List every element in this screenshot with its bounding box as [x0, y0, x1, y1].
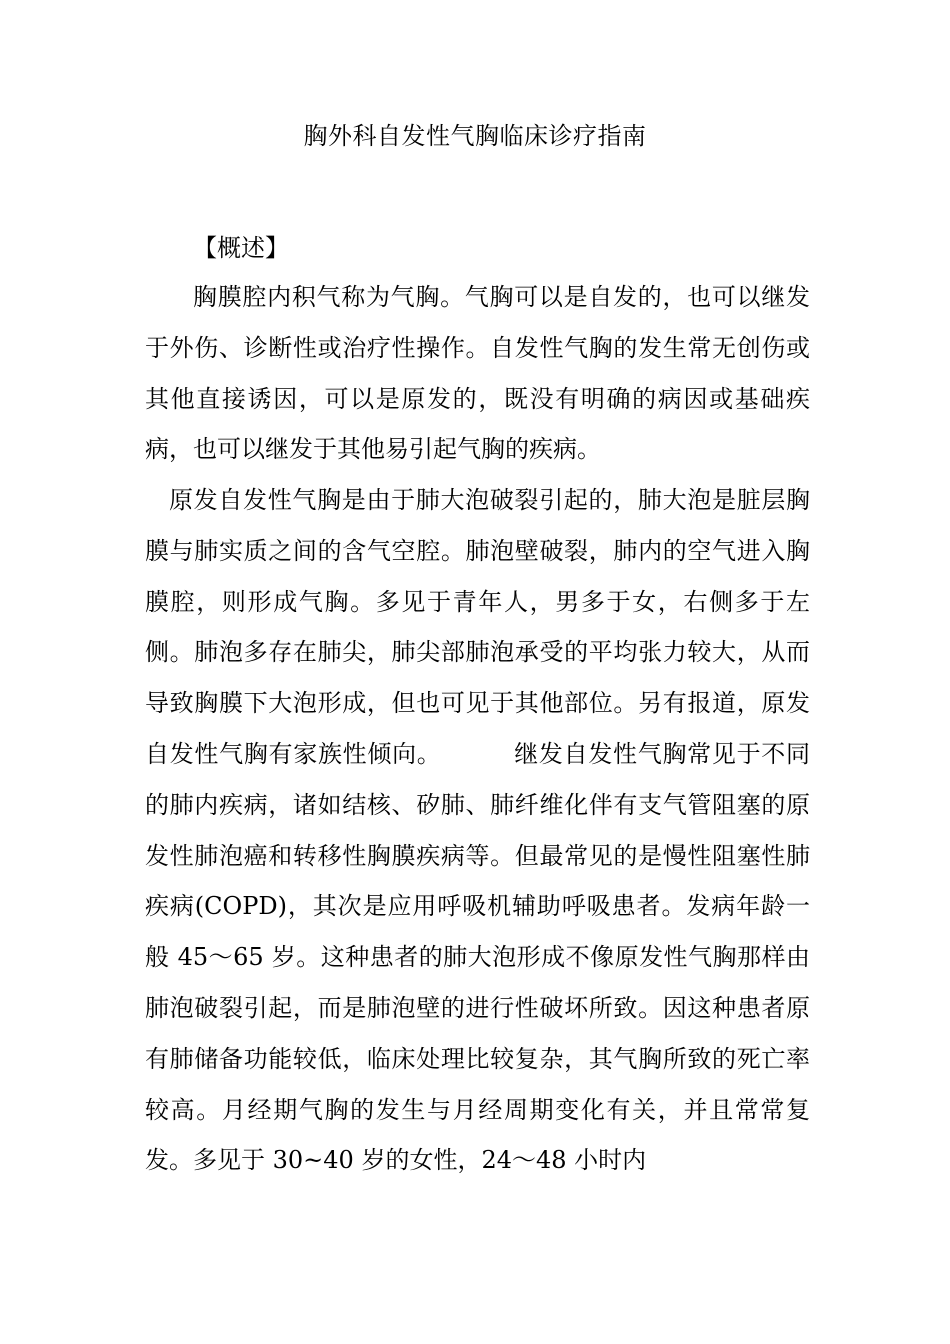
paragraph-primary-pneumothorax: [145, 475, 810, 1186]
paragraph-secondary-text: 继发自发性气胸常见于不同的肺内疾病，诸如结核、矽肺、肺纤维化伴有支气管阻塞的原发性肺泡癌和转移性胸膜疾病等。但最常见的是慢性阻塞性肺疾病(COPD)，其次是应用呼吸机辅助呼吸患者。发病年龄一般 45～65 岁。这种患者的肺大泡形成不像原发性气胸那样由肺泡破裂引起，而是肺泡壁的进行性破坏所致。因这种患者原有肺储备功能较低，临床处理比较复杂，其气胸所致的死亡率较高。月经期气胸的发生与月经周期变化有关，并且常常复发。多见于 30~40 岁的女性，24～48 小时内: [145, 739, 810, 1175]
paragraph-definition: 胸膜腔内积气称为气胸。气胸可以是自发的，也可以继发于外伤、诊断性或治疗性操作。自发性气胸的发生常无创伤或其他直接诱因，可以是原发的，既没有明确的病因或基础疾病，也可以继发于其他易引起气胸的疾病。: [145, 283, 810, 464]
paragraph-primary-text: 原发自发性气胸是由于肺大泡破裂引起的，肺大泡是脏层胸膜与肺实质之间的含气空腔。肺泡壁破裂，肺内的空气进入胸膜腔，则形成气胸。多见于青年人，男多于女，右侧多于左侧。肺泡多存在肺尖，肺尖部肺泡承受的平均张力较大，从而导致胸膜下大泡形成，但也可见于其他部位。另有报道，原发自发性气胸有家族性倾向。: [145, 486, 810, 768]
document-title: 胸外科自发性气胸临床诊疗指南: [303, 122, 647, 150]
section-heading-overview: 【概述】: [193, 234, 289, 262]
